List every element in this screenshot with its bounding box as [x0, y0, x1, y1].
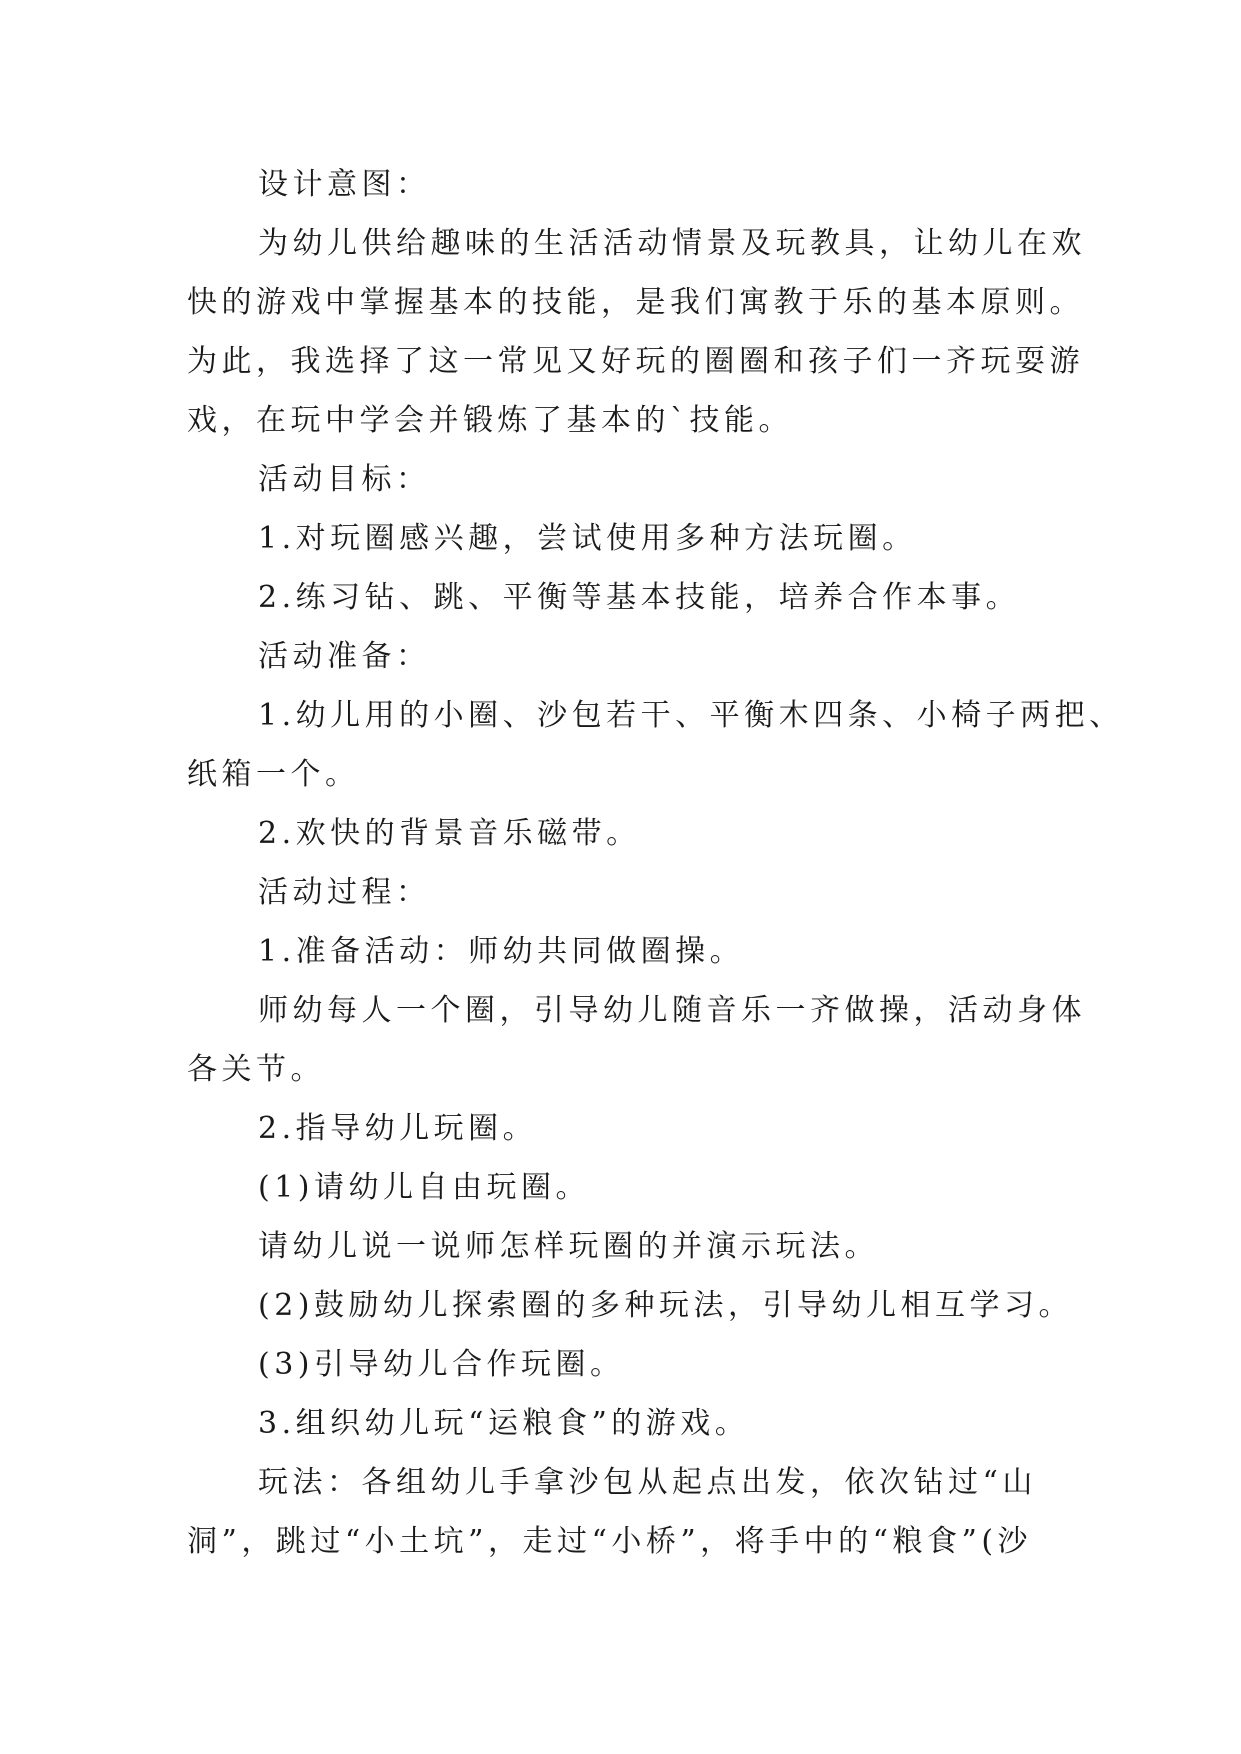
list-item-continuation: 纸箱一个。	[187, 757, 360, 792]
paragraph-line: 各关节。	[187, 1052, 325, 1087]
section-heading-activity-process: 活动过程：	[258, 875, 431, 910]
list-item: 2.欢快的背景音乐磁带。	[258, 816, 641, 851]
sub-list-item: (1)请幼儿自由玩圈。	[258, 1170, 590, 1205]
paragraph-line: 快的游戏中掌握基本的技能，是我们寓教于乐的基本原则。	[187, 285, 1084, 320]
section-heading-activity-preparation: 活动准备：	[258, 639, 431, 674]
paragraph-line: 为幼儿供给趣味的生活活动情景及玩教具，让幼儿在欢	[258, 226, 1086, 261]
list-item: 2.练习钻、跳、平衡等基本技能，培养合作本事。	[258, 580, 1021, 615]
section-heading-design-intent: 设计意图：	[258, 167, 431, 202]
section-heading-activity-goals: 活动目标：	[258, 462, 431, 497]
paragraph-line: 请幼儿说一说师怎样玩圈的并演示玩法。	[258, 1229, 879, 1264]
list-item: 1.准备活动：师幼共同做圈操。	[258, 934, 745, 969]
list-item: 1.对玩圈感兴趣，尝试使用多种方法玩圈。	[258, 521, 917, 556]
list-item: 2.指导幼儿玩圈。	[258, 1111, 538, 1146]
paragraph-line: 洞”，跳过“小土坑”，走过“小桥”，将手中的“粮食”(沙	[187, 1524, 1033, 1559]
list-item: 1.幼儿用的小圈、沙包若干、平衡木四条、小椅子两把、	[258, 698, 1124, 733]
list-item: 3.组织幼儿玩“运粮食”的游戏。	[258, 1406, 750, 1441]
sub-list-item: (2)鼓励幼儿探索圈的多种玩法，引导幼儿相互学习。	[258, 1288, 1073, 1323]
document-body	[187, 155, 1124, 1571]
paragraph-line: 玩法：各组幼儿手拿沙包从起点出发，依次钻过“山	[258, 1465, 1037, 1500]
paragraph-line: 戏，在玩中学会并锻炼了基本的`技能。	[187, 403, 793, 438]
paragraph-line: 为此，我选择了这一常见又好玩的圈圈和孩子们一齐玩耍游	[187, 344, 1084, 379]
paragraph-line: 师幼每人一个圈，引导幼儿随音乐一齐做操，活动身体	[258, 993, 1086, 1028]
sub-list-item: (3)引导幼儿合作玩圈。	[258, 1347, 625, 1382]
